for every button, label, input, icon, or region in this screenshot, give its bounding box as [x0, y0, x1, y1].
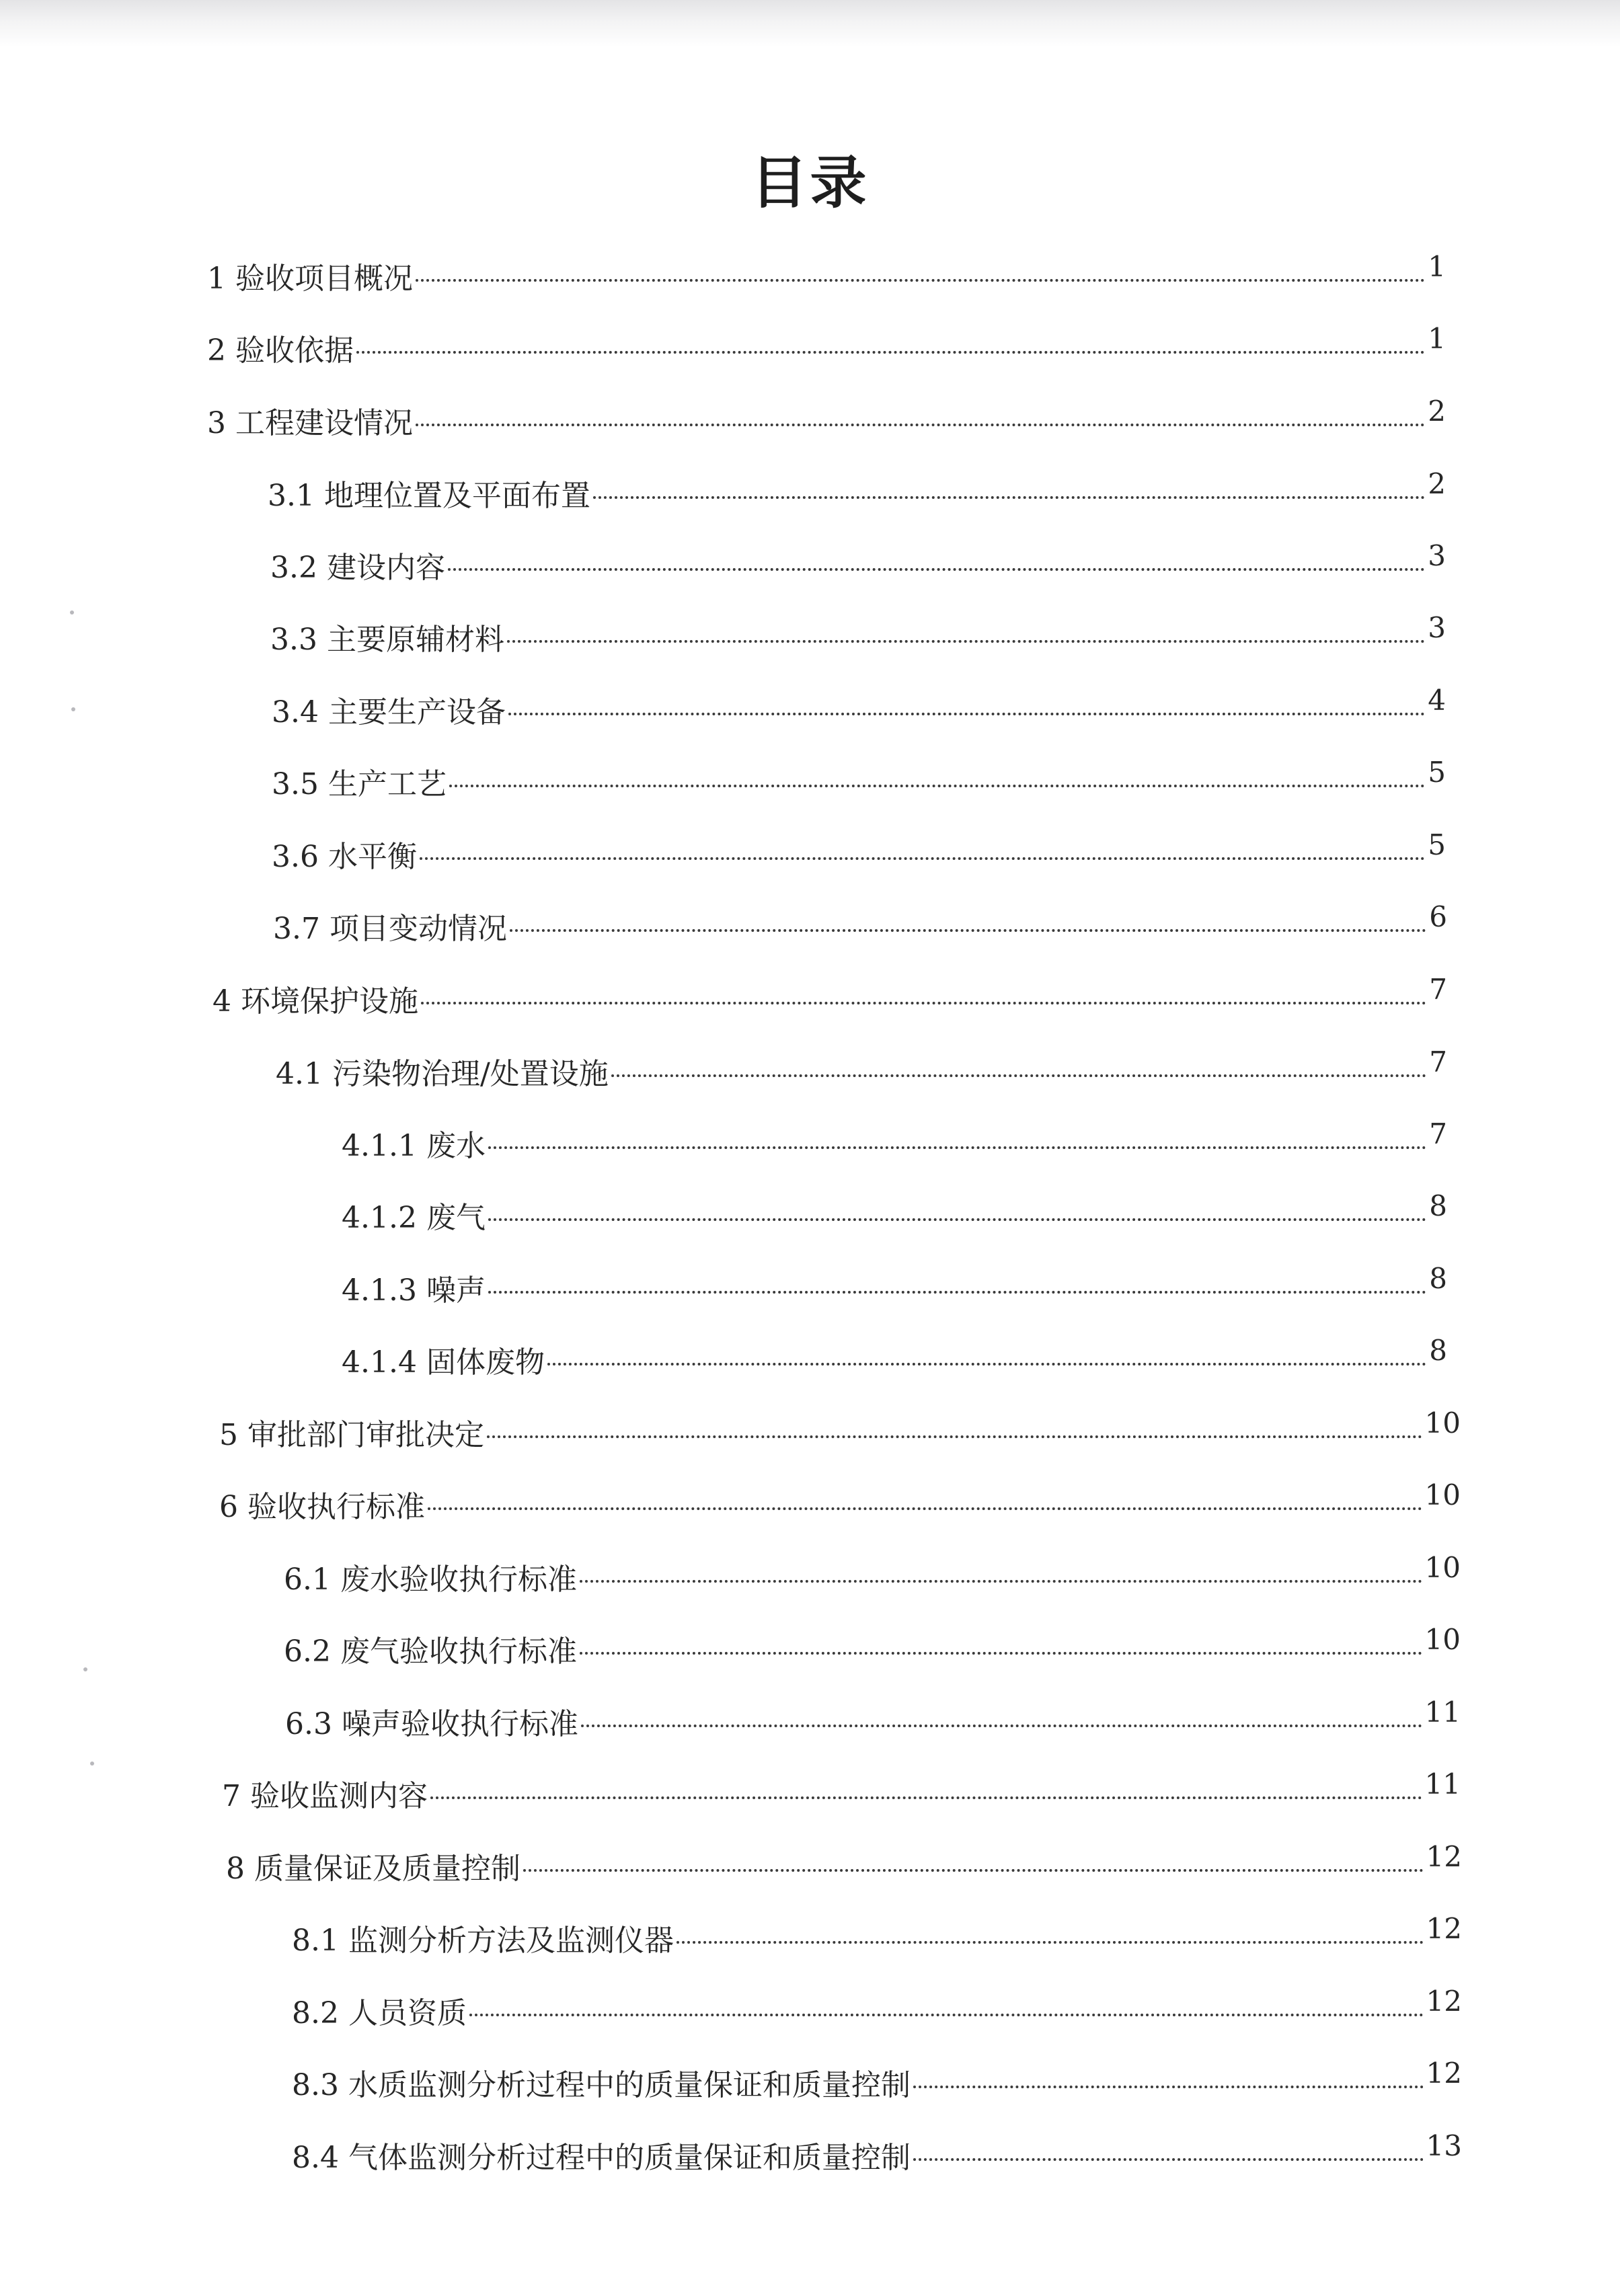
toc-entry — [270, 611, 1446, 660]
toc-dot-leader — [416, 424, 1425, 426]
toc-entry — [342, 1117, 1447, 1166]
toc-dot-leader — [611, 1074, 1426, 1077]
toc-entry-page-number: 8 — [1429, 1334, 1447, 1367]
toc-entry-page-number: 7 — [1429, 1045, 1447, 1078]
toc-entry-page-number: 10 — [1424, 1478, 1461, 1511]
toc-entry-page-number: 2 — [1428, 395, 1446, 428]
toc-entry — [207, 395, 1446, 444]
toc-entry-label: 3.4 主要生产设备 — [272, 695, 506, 729]
page-title: 目录 — [750, 150, 870, 216]
toc-entry — [226, 1840, 1462, 1889]
toc-entry-label: 6.1 废水验收执行标准 — [284, 1562, 577, 1597]
toc-dot-leader — [469, 2014, 1424, 2016]
toc-entry-page-number: 11 — [1424, 1696, 1461, 1729]
toc-dot-leader — [510, 929, 1426, 932]
toc-entry — [284, 1551, 1461, 1600]
toc-entry-page-number: 13 — [1426, 2129, 1462, 2162]
toc-entry-label: 7 验收监测内容 — [222, 1779, 428, 1813]
toc-entry — [270, 539, 1446, 588]
toc-entry-label: 2 验收依据 — [207, 333, 354, 368]
toc-dot-leader — [487, 1435, 1422, 1438]
toc-dot-leader — [677, 1941, 1424, 1944]
toc-entry-label: 3.3 主要原辅材料 — [270, 623, 504, 657]
toc-entry-page-number: 3 — [1428, 539, 1446, 572]
toc-entry — [207, 322, 1446, 371]
scan-speck — [83, 1667, 87, 1671]
toc-entry — [272, 684, 1446, 733]
toc-entry-label: 3 工程建设情况 — [207, 406, 413, 440]
toc-entry — [213, 973, 1447, 1022]
toc-dot-leader — [420, 857, 1425, 860]
toc-entry-page-number: 11 — [1424, 1768, 1461, 1800]
toc-entry-label: 6.2 废气验收执行标准 — [284, 1634, 577, 1669]
toc-dot-leader — [547, 1363, 1426, 1365]
scan-speck — [90, 1761, 94, 1766]
toc-entry-label: 3.7 项目变动情况 — [273, 912, 507, 946]
toc-entry-label: 4.1.3 噪声 — [342, 1273, 486, 1308]
toc-entry-label: 3.5 生产工艺 — [272, 767, 447, 801]
toc-entry — [268, 467, 1446, 516]
toc-entry — [342, 1334, 1447, 1383]
toc-entry — [207, 250, 1446, 299]
toc-dot-leader — [488, 1218, 1426, 1221]
toc-dot-leader — [416, 279, 1425, 282]
toc-dot-leader — [356, 351, 1425, 354]
toc-entry-page-number: 6 — [1429, 900, 1447, 933]
toc-entry-page-number: 5 — [1428, 828, 1446, 861]
toc-entry — [273, 900, 1447, 949]
toc-entry-label: 8.1 监测分析方法及监测仪器 — [292, 1924, 674, 1958]
toc-entry-label: 4 环境保护设施 — [213, 984, 418, 1019]
toc-entry-label: 3.1 地理位置及平面布置 — [268, 479, 590, 513]
toc-entry — [285, 1696, 1461, 1745]
toc-entry-page-number: 12 — [1426, 1912, 1462, 1945]
toc-entry-label: 6 验收执行标准 — [219, 1490, 425, 1524]
toc-entry-label: 8.2 人员资质 — [292, 1996, 467, 2030]
toc-entry-page-number: 2 — [1428, 467, 1446, 500]
toc-entry-page-number: 1 — [1428, 250, 1446, 283]
toc-dot-leader — [580, 1580, 1422, 1583]
toc-entry-label: 3.6 水平衡 — [272, 840, 417, 874]
toc-entry-page-number: 8 — [1429, 1189, 1447, 1222]
toc-dot-leader — [488, 1291, 1426, 1294]
toc-entry-label: 4.1 污染物治理/处置设施 — [276, 1057, 609, 1091]
scan-speck — [71, 707, 75, 711]
toc-dot-leader — [448, 568, 1425, 571]
toc-entry — [292, 1912, 1462, 1961]
toc-dot-leader — [488, 1146, 1426, 1149]
toc-entry-label: 4.1.4 固体废物 — [342, 1345, 545, 1380]
toc-entry-page-number: 5 — [1428, 756, 1446, 789]
toc-entry-page-number: 10 — [1424, 1551, 1461, 1584]
toc-entry — [276, 1045, 1447, 1095]
toc-entry-label: 1 验收项目概况 — [207, 262, 413, 296]
toc-entry-page-number: 1 — [1428, 322, 1446, 355]
toc-entry — [272, 756, 1446, 805]
toc-entry-label: 4.1.1 废水 — [342, 1129, 486, 1163]
toc-entry-page-number: 3 — [1428, 611, 1446, 644]
toc-dot-leader — [913, 2158, 1424, 2161]
toc-dot-leader — [449, 785, 1425, 787]
toc-dot-leader — [581, 1725, 1422, 1727]
toc-entry — [284, 1623, 1461, 1672]
toc-dot-leader — [508, 713, 1425, 715]
toc-dot-leader — [580, 1652, 1422, 1655]
toc-dot-leader — [523, 1869, 1424, 1872]
toc-entry-page-number: 7 — [1429, 973, 1447, 1006]
toc-entry-page-number: 7 — [1429, 1117, 1447, 1150]
toc-entry-label: 5 审批部门审批决定 — [219, 1418, 484, 1452]
toc-entry — [222, 1768, 1461, 1817]
toc-entry — [219, 1407, 1461, 1456]
toc-entry — [272, 828, 1446, 877]
toc-dot-leader — [428, 1507, 1422, 1510]
toc-entry-label: 6.3 噪声验收执行标准 — [285, 1707, 578, 1741]
toc-dot-leader — [593, 496, 1425, 499]
toc-entry-page-number: 12 — [1426, 1985, 1462, 2018]
toc-entry-page-number: 12 — [1426, 1840, 1462, 1873]
toc-entry — [292, 2057, 1462, 2106]
toc-entry-label: 8 质量保证及质量控制 — [226, 1852, 520, 1886]
toc-dot-leader — [421, 1002, 1426, 1004]
toc-entry — [342, 1189, 1447, 1238]
toc-entry-page-number: 10 — [1424, 1407, 1461, 1439]
toc-dot-leader — [913, 2086, 1424, 2088]
toc-entry-label: 8.3 水质监测分析过程中的质量保证和质量控制 — [292, 2068, 911, 2102]
toc-entry-page-number: 12 — [1426, 2057, 1462, 2090]
toc-entry — [292, 1985, 1462, 2034]
toc-entry-page-number: 10 — [1424, 1623, 1461, 1656]
toc-entry-page-number: 8 — [1429, 1262, 1447, 1295]
toc-entry-label: 8.4 气体监测分析过程中的质量保证和质量控制 — [292, 2141, 911, 2175]
toc-dot-leader — [430, 1796, 1422, 1799]
toc-entry — [292, 2129, 1462, 2178]
toc-entry — [219, 1478, 1461, 1528]
scan-speck — [70, 610, 74, 615]
toc-entry-label: 3.2 建设内容 — [270, 551, 445, 585]
toc-entry-page-number: 4 — [1428, 684, 1446, 717]
toc-entry-label: 4.1.2 废气 — [342, 1201, 486, 1235]
toc-dot-leader — [507, 640, 1425, 643]
toc-entry — [342, 1262, 1447, 1311]
